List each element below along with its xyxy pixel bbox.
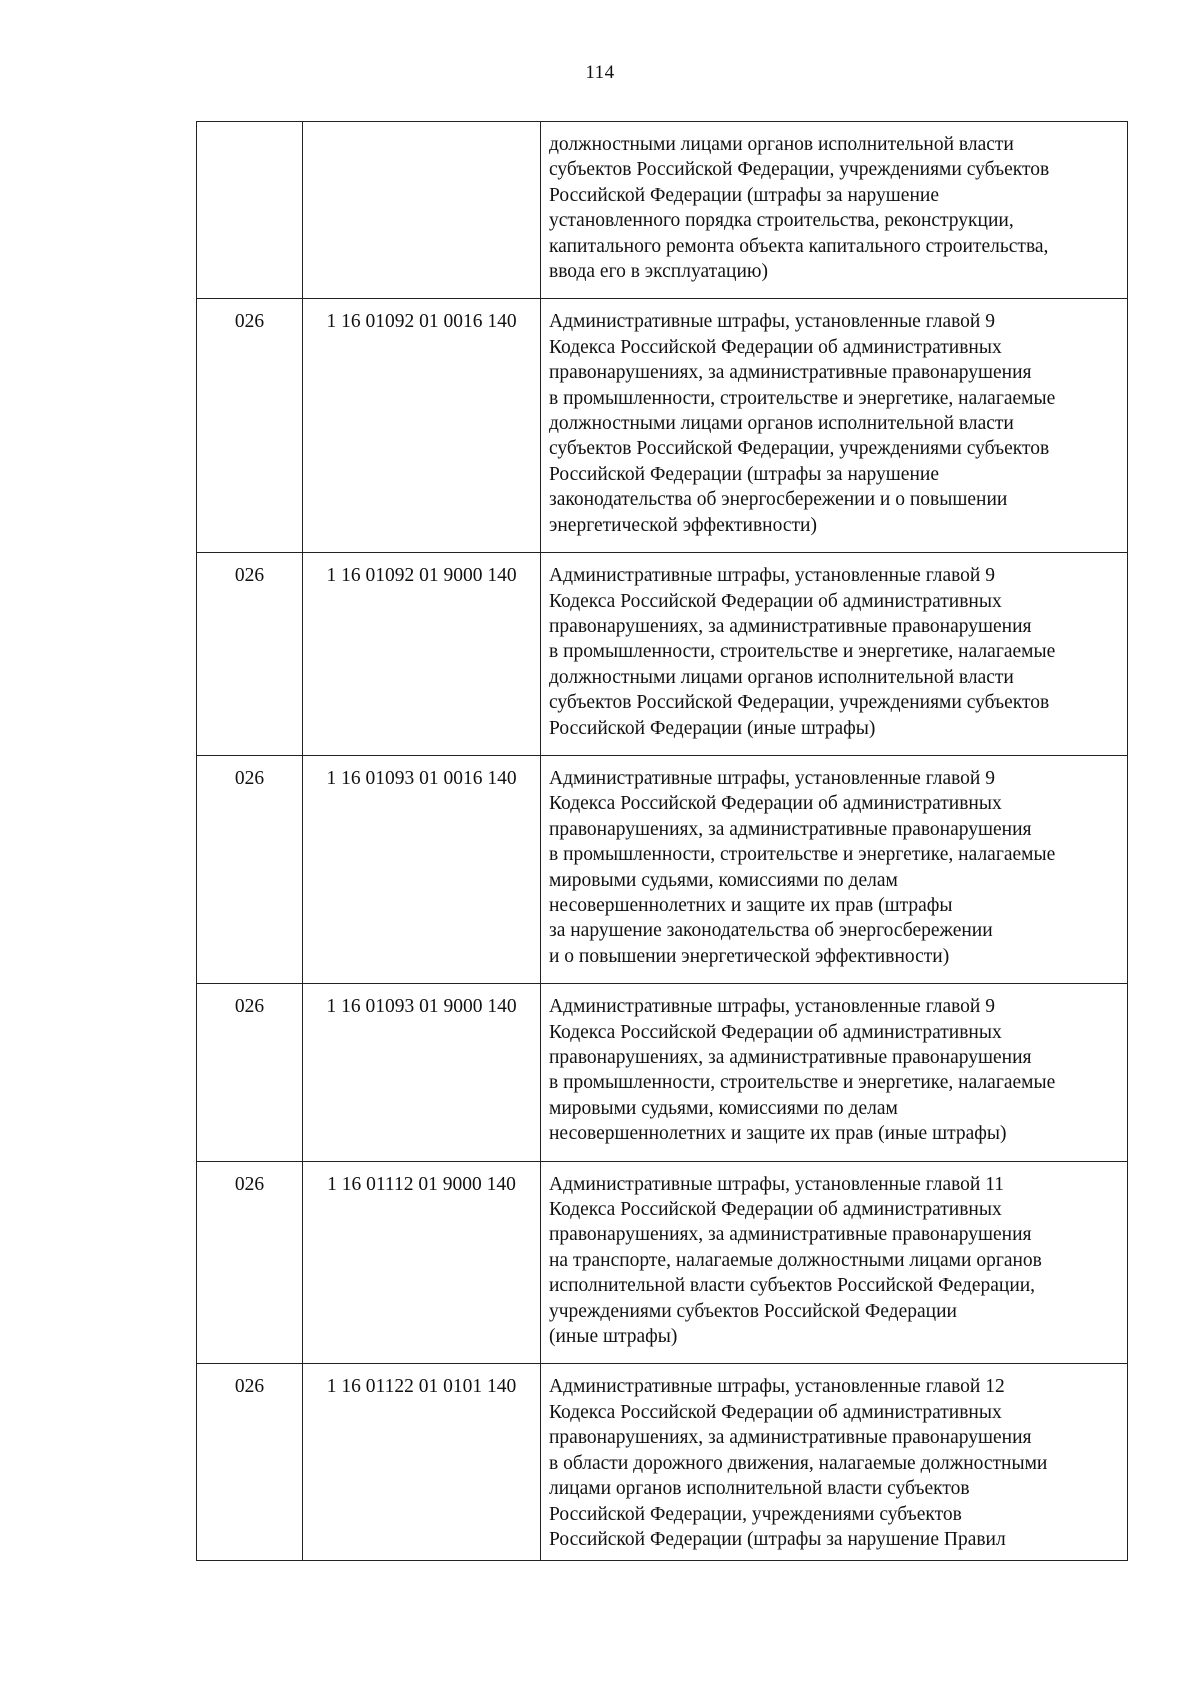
description-line: мировыми судьями, комиссиями по делам: [549, 869, 898, 891]
income-description-cell: [541, 755, 1128, 983]
budget-classification-code-cell: 1 16 01093 01 9000 140: [303, 984, 541, 1161]
budget-codes-table: [196, 121, 1128, 1561]
table-row: [197, 299, 1128, 553]
description-line: Российской Федерации (штрафы за нарушение Правил: [549, 1528, 1006, 1550]
table-row: [197, 984, 1128, 1161]
description-line: должностными лицами органов исполнительной власти: [549, 134, 1014, 155]
budget-classification-code-cell: 1 16 01093 01 0016 140: [303, 755, 541, 983]
description-line: в области дорожного движения, налагаемые должностными: [549, 1452, 1048, 1474]
description-line: правонарушениях, за административные правонарушения: [549, 615, 1032, 637]
description-line: на транспорте, налагаемые должностными лицами органов: [549, 1249, 1042, 1271]
description-line: энергетической эффективности): [549, 514, 817, 536]
description-line: Административные штрафы, установленные главой 9: [549, 767, 995, 789]
description-line: в промышленности, строительстве и энергетике, налагаемые: [549, 641, 1056, 663]
table-row: [197, 755, 1128, 983]
description-line: в промышленности, строительстве и энергетике, налагаемые: [549, 387, 1056, 409]
description-line: исполнительной власти субъектов Российской Федерации,: [549, 1275, 1036, 1297]
budget-classification-code-cell: 1 16 01112 01 9000 140: [303, 1161, 541, 1364]
description-line: Российской Федерации (иные штрафы): [549, 717, 876, 739]
description-line: Российской Федерации (штрафы за нарушение: [549, 463, 939, 485]
description-line: установленного порядка строительства, реконструкции,: [549, 210, 1014, 232]
description-line: Кодекса Российской Федерации об административных: [549, 1199, 1002, 1221]
administrator-code-cell: 026: [197, 984, 303, 1161]
administrator-code-cell: 026: [197, 299, 303, 553]
administrator-code-cell: [197, 122, 303, 299]
description-line: правонарушениях, за административные правонарушения: [549, 1224, 1032, 1246]
income-description-cell: [541, 553, 1128, 756]
description-line: субъектов Российской Федерации, учреждениями субъектов: [549, 692, 1050, 714]
income-description-cell: [541, 122, 1128, 299]
description-line: и о повышении энергетической эффективности): [549, 945, 950, 967]
income-description-cell: [541, 299, 1128, 553]
description-line: капитального ремонта объекта капитального строительства,: [549, 235, 1049, 257]
administrator-code-cell: 026: [197, 1364, 303, 1561]
description-line: Российской Федерации (штрафы за нарушение: [549, 184, 939, 206]
description-line: правонарушениях, за административные правонарушения: [549, 1427, 1032, 1449]
description-line: Кодекса Российской Федерации об административных: [549, 1401, 1002, 1423]
description-line: (иные штрафы): [549, 1326, 678, 1348]
description-line: Кодекса Российской Федерации об административных: [549, 590, 1002, 612]
budget-classification-code-cell: 1 16 01092 01 9000 140: [303, 553, 541, 756]
description-line: Административные штрафы, установленные главой 12: [549, 1376, 1005, 1398]
description-line: Административные штрафы, установленные главой 9: [549, 565, 995, 587]
table-row: [197, 1161, 1128, 1364]
table-row: [197, 1364, 1128, 1561]
description-line: Административные штрафы, установленные главой 11: [549, 1173, 1005, 1195]
description-line: субъектов Российской Федерации, учреждениями субъектов: [549, 159, 1050, 181]
description-line: несовершеннолетних и защите их прав (иные штрафы): [549, 1123, 1007, 1145]
description-line: правонарушениях, за административные правонарушения: [549, 818, 1032, 840]
description-line: несовершеннолетних и защите их прав (штрафы: [549, 894, 953, 916]
description-line: мировыми судьями, комиссиями по делам: [549, 1097, 898, 1119]
description-line: в промышленности, строительстве и энергетике, налагаемые: [549, 844, 1056, 866]
description-line: субъектов Российской Федерации, учреждениями субъектов: [549, 438, 1050, 460]
administrator-code-cell: 026: [197, 1161, 303, 1364]
description-line: правонарушениях, за административные правонарушения: [549, 1047, 1032, 1068]
description-line: законодательства об энергосбережении и о повышении: [549, 489, 1008, 511]
description-line: лицами органов исполнительной власти субъектов: [549, 1478, 970, 1500]
budget-classification-code-cell: 1 16 01092 01 0016 140: [303, 299, 541, 553]
description-line: учреждениями субъектов Российской Федерации: [549, 1300, 957, 1322]
income-description-cell: [541, 1161, 1128, 1364]
description-line: в промышленности, строительстве и энергетике, налагаемые: [549, 1072, 1056, 1094]
administrator-code-cell: 026: [197, 755, 303, 983]
table-row: [197, 122, 1128, 299]
description-line: ввода его в эксплуатацию): [549, 261, 768, 283]
description-line: Административные штрафы, установленные главой 9: [549, 311, 995, 333]
budget-classification-code-cell: [303, 122, 541, 299]
income-description-cell: [541, 1364, 1128, 1561]
description-line: Кодекса Российской Федерации об административных: [549, 336, 1002, 358]
page-number: 114: [585, 62, 615, 83]
description-line: Кодекса Российской Федерации об административных: [549, 793, 1002, 815]
description-line: Административные штрафы, установленные главой 9: [549, 996, 995, 1018]
description-line: Российской Федерации, учреждениями субъектов: [549, 1503, 962, 1525]
administrator-code-cell: 026: [197, 553, 303, 756]
budget-classification-code-cell: 1 16 01122 01 0101 140: [303, 1364, 541, 1561]
description-line: должностными лицами органов исполнительной власти: [549, 413, 1014, 435]
description-line: за нарушение законодательства об энергосбережении: [549, 920, 993, 942]
description-line: правонарушениях, за административные правонарушения: [549, 362, 1032, 384]
description-line: должностными лицами органов исполнительной власти: [549, 666, 1014, 688]
table-body: [197, 122, 1128, 1561]
income-description-cell: [541, 984, 1128, 1161]
table-row: [197, 553, 1128, 756]
description-line: Кодекса Российской Федерации об административных: [549, 1021, 1002, 1043]
